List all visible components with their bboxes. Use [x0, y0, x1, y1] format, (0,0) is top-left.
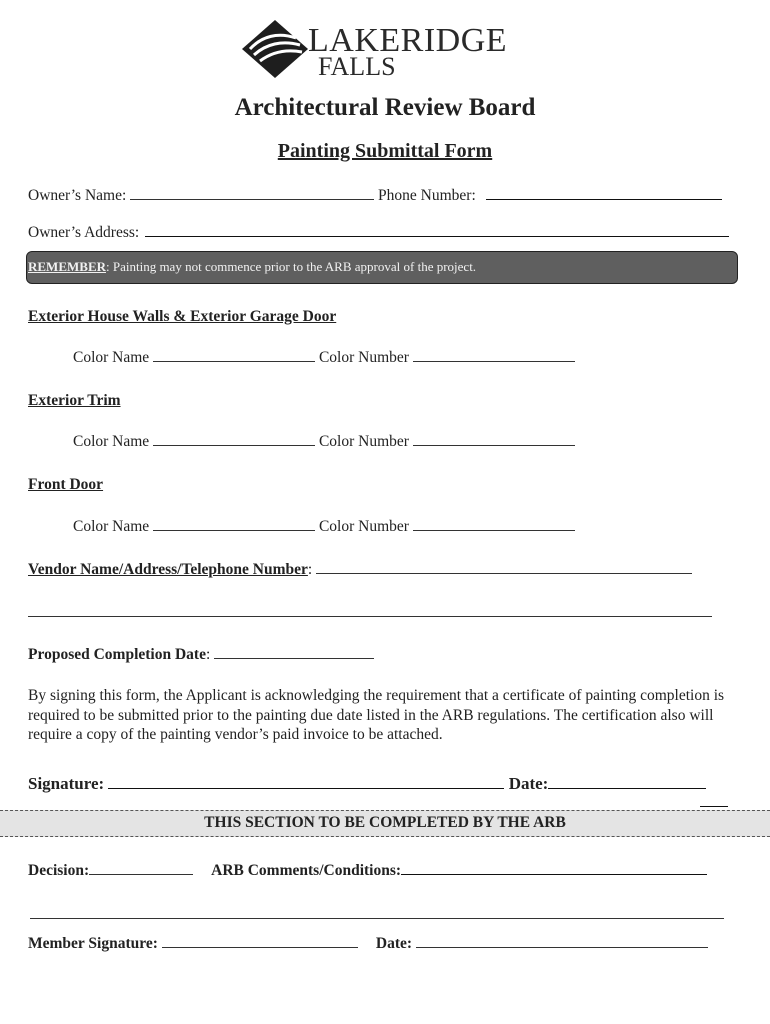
exterior-walls-color-name-field[interactable]	[153, 349, 315, 362]
signature-row	[28, 774, 706, 794]
exterior-trim-color-number-field[interactable]	[413, 433, 575, 446]
logo-diamond-icon	[240, 18, 310, 80]
vendor-row	[28, 561, 692, 579]
signature-field[interactable]	[108, 775, 504, 789]
decision-row	[28, 862, 707, 880]
color-number-label: Color Number	[318, 518, 409, 535]
section-heading-exterior-walls: Exterior House Walls & Exterior Garage Door	[28, 308, 337, 325]
vendor-field-line2[interactable]	[28, 604, 712, 617]
vendor-label-colon: :	[307, 561, 313, 578]
decision-field[interactable]	[89, 862, 193, 875]
member-date-field[interactable]	[416, 935, 708, 948]
color-number-label: Color Number	[318, 349, 409, 366]
owner-name-row	[28, 187, 722, 205]
completion-date-label: Proposed Completion Date	[28, 646, 206, 663]
color-name-label: Color Name	[73, 518, 150, 535]
color-name-label: Color Name	[73, 349, 150, 366]
decision-label: Decision:	[28, 862, 90, 879]
logo-wordmark-line2: FALLS	[318, 52, 396, 81]
front-door-color-number-field[interactable]	[413, 518, 575, 531]
page-title: Architectural Review Board	[234, 94, 536, 121]
front-door-color-name-field[interactable]	[153, 518, 315, 531]
signature-date-field-overflow	[700, 796, 728, 807]
remember-notice	[28, 259, 476, 275]
arb-comments-field[interactable]	[401, 862, 707, 875]
signature-date-field[interactable]	[548, 775, 706, 789]
completion-date-colon: :	[205, 646, 211, 663]
exterior-walls-color-number-field[interactable]	[413, 349, 575, 362]
form-subtitle	[0, 140, 770, 163]
arb-comments-field-line2[interactable]	[30, 906, 724, 919]
section-heading-front-door: Front Door	[28, 476, 104, 493]
arb-section-banner-text: THIS SECTION TO BE COMPLETED BY THE ARB	[204, 814, 566, 831]
owner-address-row	[28, 224, 729, 242]
phone-number-field[interactable]	[486, 187, 722, 200]
vendor-field[interactable]	[316, 561, 692, 574]
owner-name-label: Owner’s Name:	[28, 187, 127, 204]
form-subtitle-text: Painting Submittal Form	[277, 140, 493, 162]
signature-label: Signature:	[28, 774, 105, 793]
exterior-trim-color-name-field[interactable]	[153, 433, 315, 446]
remember-keyword: REMEMBER	[28, 259, 106, 274]
owner-name-field[interactable]	[130, 187, 374, 200]
exterior-walls-color-row	[73, 349, 575, 367]
color-name-label: Color Name	[73, 433, 150, 450]
color-number-label: Color Number	[318, 433, 409, 450]
completion-date-row	[28, 646, 374, 664]
member-date-label: Date:	[375, 935, 413, 952]
lakeridge-falls-logo	[240, 18, 530, 80]
member-signature-row	[28, 935, 708, 953]
front-door-color-row	[73, 518, 575, 536]
member-signature-field[interactable]	[162, 935, 358, 948]
member-signature-label: Member Signature:	[28, 935, 158, 952]
exterior-trim-color-row	[73, 433, 575, 451]
arb-comments-label: ARB Comments/Conditions:	[211, 862, 402, 879]
phone-number-label: Phone Number:	[378, 187, 476, 204]
owner-address-label: Owner’s Address:	[28, 224, 140, 241]
vendor-label: Vendor Name/Address/Telephone Number	[28, 561, 308, 578]
acknowledgment-paragraph: By signing this form, the Applicant is acknowledging the requirement that a certificate of painting completion is required to be submitted prior to the painting due date listed in the ARB regulations. The certification also will require a copy of the painting vendor’s paid invoice to be attached.	[28, 687, 725, 743]
signature-date-label: Date:	[508, 774, 549, 793]
logo-wordmark-line1: LAKERIDGE	[308, 22, 508, 59]
section-heading-exterior-trim: Exterior Trim	[28, 392, 121, 409]
remember-text: : Painting may not commence prior to the ARB approval of the project.	[106, 259, 477, 274]
completion-date-field[interactable]	[214, 646, 374, 659]
owner-address-field[interactable]	[145, 224, 729, 237]
